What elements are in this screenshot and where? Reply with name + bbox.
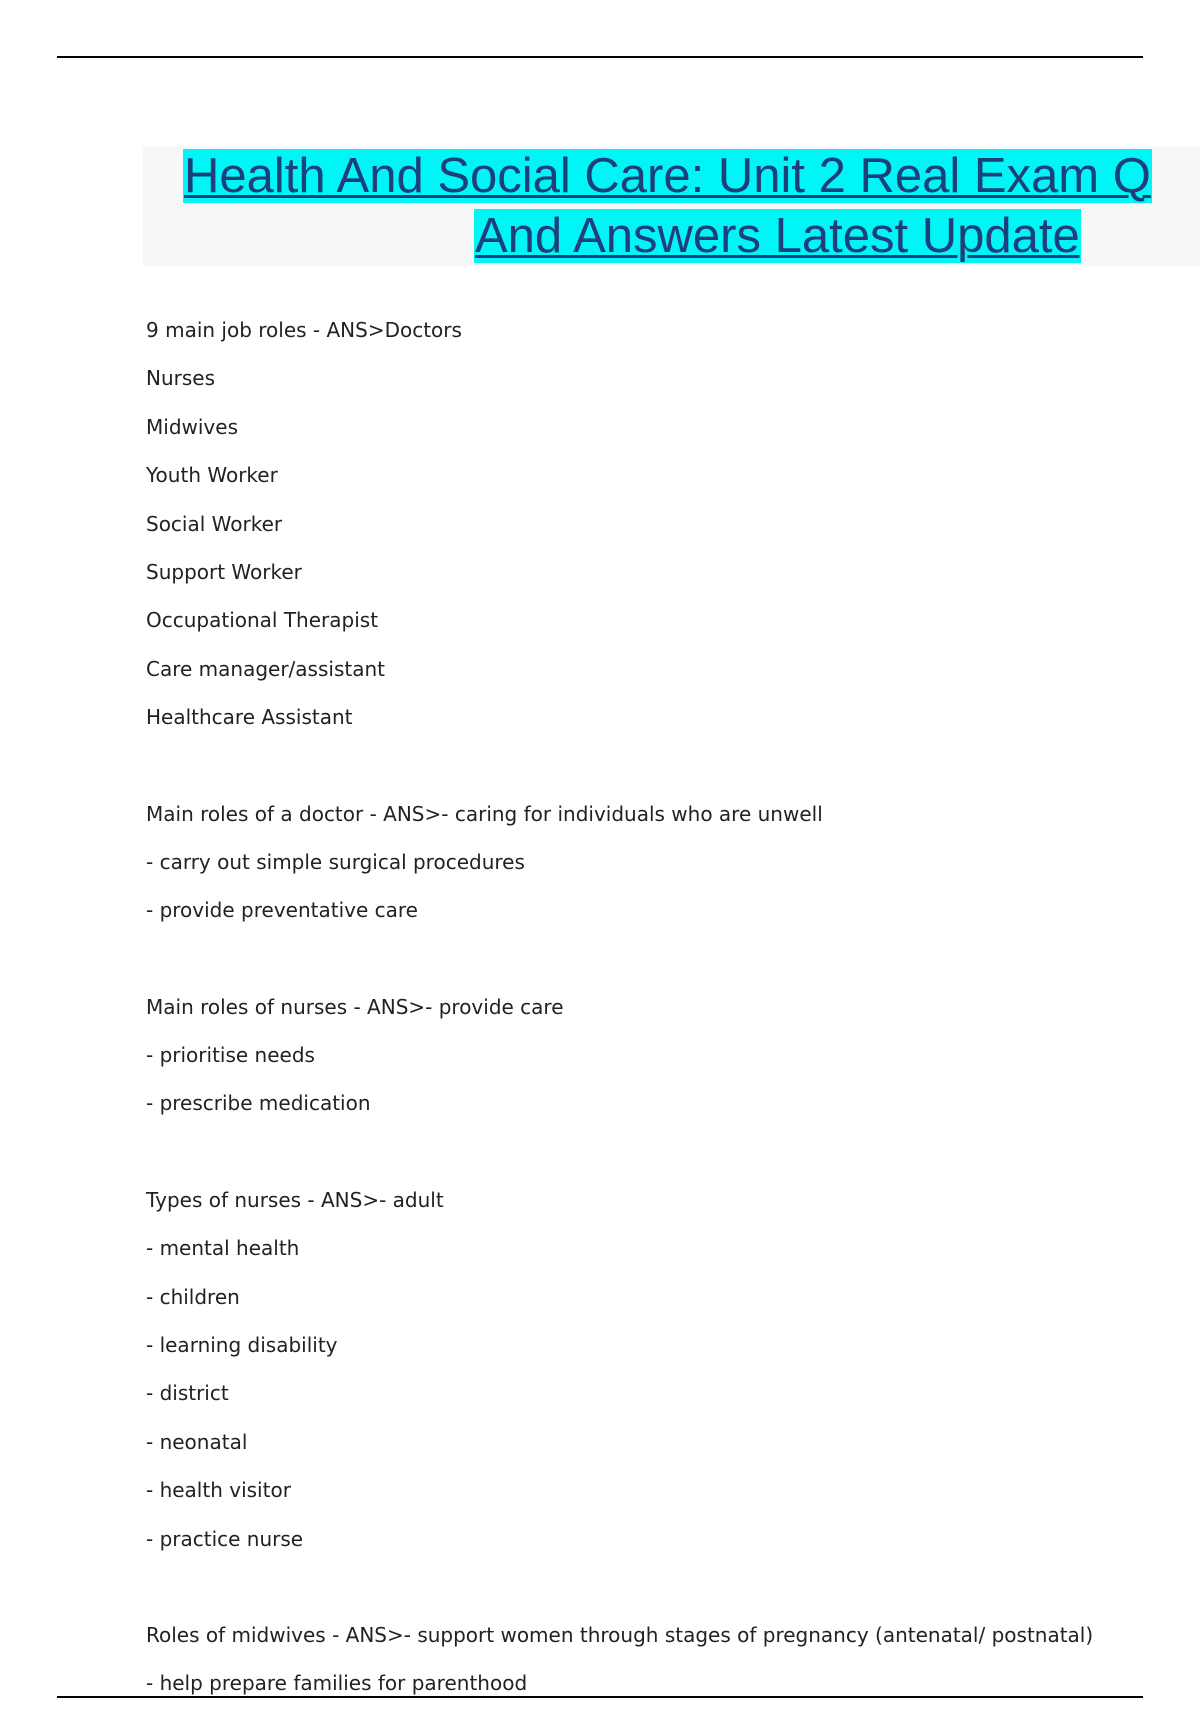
- answer-line: - health visitor: [146, 1478, 291, 1503]
- question-line: Main roles of nurses - ANS>- provide care: [146, 994, 564, 1019]
- answer-line: - children: [146, 1284, 240, 1309]
- answer-line: - help prepare families for parenthood: [146, 1671, 528, 1696]
- answer-line: - mental health: [146, 1236, 300, 1261]
- document-title-line-1: Health And Social Care: Unit 2 Real Exam Q: [184, 149, 1151, 203]
- answer-line: - district: [146, 1381, 229, 1406]
- document-body: [146, 312, 1136, 1714]
- top-rule: [57, 56, 1143, 58]
- answer-line: - prioritise needs: [146, 1043, 315, 1068]
- answer-line: Midwives: [146, 414, 238, 439]
- answer-line: - learning disability: [146, 1333, 338, 1358]
- answer-line: Support Worker: [146, 559, 302, 584]
- answer-line: Nurses: [146, 366, 216, 391]
- question-line: Roles of midwives - ANS>- support women through stages of pregnancy (antenatal/ postnatal): [146, 1622, 1094, 1647]
- answer-line: Social Worker: [146, 511, 283, 536]
- question-line: Main roles of a doctor - ANS>- caring for individuals who are unwell: [146, 801, 823, 826]
- answer-line: - neonatal: [146, 1429, 248, 1454]
- answer-line: Care manager/assistant: [146, 656, 385, 681]
- question-line: 9 main job roles - ANS>Doctors: [146, 318, 462, 342]
- answer-line: Youth Worker: [146, 463, 278, 488]
- answer-line: - provide preventative care: [146, 898, 418, 923]
- answer-line: - practice nurse: [146, 1526, 304, 1551]
- answer-line: Occupational Therapist: [146, 608, 379, 633]
- document-title-line-2: And Answers Latest Update: [475, 209, 1080, 263]
- answer-line: - carry out simple surgical procedures: [146, 849, 525, 874]
- answer-line: Healthcare Assistant: [146, 705, 353, 730]
- question-line: Types of nurses - ANS>- adult: [146, 1187, 444, 1212]
- answer-line: - prescribe medication: [146, 1091, 371, 1116]
- bottom-rule: [57, 1696, 1143, 1698]
- title-block: [143, 146, 1200, 266]
